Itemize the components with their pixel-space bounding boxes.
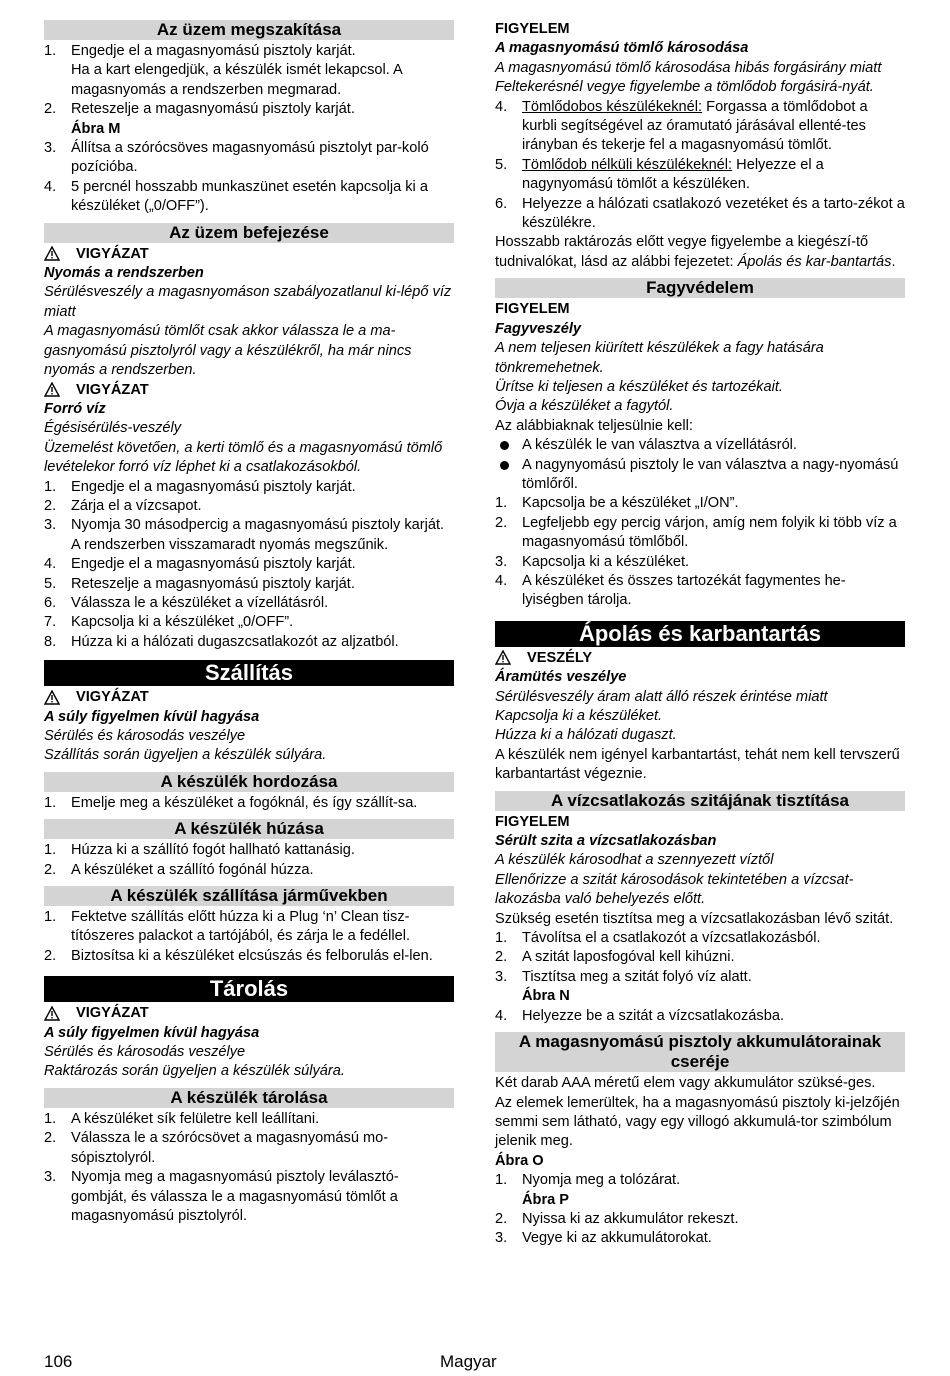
notice-text: Ürítse ki teljesen a készüléket és tartozékait. — [495, 378, 783, 395]
bullet-icon — [495, 436, 522, 455]
notice-text: Feltekerésnél vegye figyelembe a tömlődob forgásirá-nyát. — [495, 79, 874, 96]
figure-reference: Ábra M — [71, 120, 121, 137]
warning-triangle-icon — [44, 382, 66, 398]
list-item: 2. Biztosítsa ki a készüléket elcsúszás és felborulás el-len. — [44, 947, 433, 964]
warning-heading: Forró víz — [44, 400, 106, 417]
list-item-note: A rendszerben visszamaradt nyomás megszűnik. — [71, 536, 389, 553]
section-heading-carrying: A készülék hordozása — [44, 772, 454, 792]
paragraph: Szükség esetén tisztítsa meg a vízcsatlakozásban lévő szitát. — [495, 910, 894, 927]
list-item: 1. Kapcsolja be a készüléket „I/ON”. — [495, 495, 739, 512]
list-item: 3. Nyomja 30 másodpercig a magasnyomású pisztoly karját. — [44, 517, 445, 534]
list-item: 1. A készüléket sík felületre kell leállítani. — [44, 1110, 320, 1127]
notice-heading: Fagyveszély — [495, 320, 581, 337]
caution-label: VIGYÁZAT — [44, 245, 454, 264]
list-item: 1. Távolítsa el a csatlakozót a vízcsatlakozásból. — [495, 930, 821, 947]
list-item: 3. Állítsa a szórócsöves magasnyomású pisztolyt par-koló pozícióba. — [44, 140, 429, 176]
list-item: 1. Engedje el a magasnyomású pisztoly karját. — [44, 43, 356, 59]
chapter-heading-storage: Tárolás — [44, 976, 454, 1002]
list-item: 4. Engedje el a magasnyomású pisztoly karját. — [44, 556, 356, 573]
danger-label: VESZÉLY — [495, 649, 905, 668]
list-item: 4. Helyezze be a szitát a vízcsatlakozásba. — [495, 1007, 785, 1024]
list-item: 8. Húzza ki a hálózati dugaszcsatlakozót az aljzatból. — [44, 633, 399, 650]
list-item: 1. Emelje meg a készüléket a fogóknál, és így szállít-sa. — [44, 794, 418, 811]
section-heading-frost-protection: Fagyvédelem — [495, 278, 905, 298]
bullet-item: A készülék le van választva a vízellátásról. — [495, 436, 905, 455]
warning-heading: Nyomás a rendszerben — [44, 265, 204, 282]
warning-heading: A súly figyelmen kívül hagyása — [44, 1024, 260, 1041]
paragraph: A készülék nem igényel karbantartást, tehát nem kell tervszerű karbantartást végeznie. — [495, 746, 900, 783]
list-item: 2. A készüléket a szállító fogónál húzza. — [44, 861, 314, 878]
list-item: 3. Kapcsolja ki a készüléket. — [495, 553, 690, 570]
page-number: 106 — [44, 1352, 73, 1371]
chapter-heading-maintenance: Ápolás és karbantartás — [495, 621, 905, 647]
caution-label: VIGYÁZAT — [44, 1004, 454, 1023]
notice-text: Ellenőrizze a szitát károsodások tekintetében a vízcsat-lakozásba való behelyezés előtt. — [495, 871, 854, 908]
warning-heading: Áramütés veszélye — [495, 669, 627, 686]
warning-text: Sérülés és károsodás veszélye — [44, 1044, 246, 1061]
notice-heading: A magasnyomású tömlő károsodása — [495, 40, 749, 57]
notice-text: A magasnyomású tömlő károsodása hibás forgásirány miatt — [495, 59, 882, 76]
list-item: 2. Legfeljebb egy percig várjon, amíg nem folyik ki több víz a magasnyomású tömlőből. — [495, 514, 897, 551]
list-item: 1. Engedje el a magasnyomású pisztoly karját. — [44, 478, 356, 495]
bullet-item: A nagynyomású pisztoly le van választva a nagy-nyomású tömlőről. — [495, 456, 905, 495]
bullet-icon — [495, 456, 522, 495]
figure-reference: Ábra O — [495, 1152, 544, 1169]
notice-label: FIGYELEM — [495, 21, 570, 37]
list-item: 1. Húzza ki a szállító fogót hallható kattanásig. — [44, 842, 355, 859]
warning-triangle-icon — [44, 246, 66, 262]
list-item: 2. Válassza le a szórócsövet a magasnyomású mo-sópisztolyról. — [44, 1130, 389, 1166]
warning-triangle-icon — [44, 690, 66, 706]
warning-text: Sérülés és károsodás veszélye — [44, 728, 246, 744]
warning-heading: A súly figyelmen kívül hagyása — [44, 708, 260, 725]
list-item: 2. Zárja el a vízcsapot. — [44, 497, 202, 514]
warning-text: Üzemelést követően, a kerti tömlő és a magasnyomású tömlő levételekor forró víz léphet ki a csatlakozásokból. — [44, 439, 443, 476]
paragraph: Két darab AAA méretű elem vagy akkumulátor szüksé-ges. — [495, 1075, 876, 1092]
section-heading-sieve-cleaning: A vízcsatlakozás szitájának tisztítása — [495, 791, 905, 811]
list-item: 4. A készüléket és összes tartozékát fagymentes he-lyiségben tárolja. — [495, 572, 846, 609]
list-item: 1. Fektetve szállítás előtt húzza ki a Plug ‘n’ Clean tisz-títószeres palackot a tartójából, és zárja le a fedéllel. — [44, 909, 411, 945]
section-heading-device-storage: A készülék tárolása — [44, 1088, 454, 1108]
caution-label: VIGYÁZAT — [44, 688, 454, 707]
list-item: 6. Válassza le a készüléket a vízellátásról. — [44, 594, 329, 611]
list-item: 6. Helyezze a hálózati csatlakozó vezetéket és a tarto-zékot a készülékre. — [495, 195, 905, 232]
figure-reference: Ábra P — [522, 1191, 570, 1208]
paragraph: Az elemek lemerültek, ha a magasnyomású pisztoly ki-jelzőjén semmi sem látható, vagy egy villogó akkumulá-tor szimbólum jelenik meg. — [495, 1094, 900, 1150]
list-item: 3. Nyomja meg a magasnyomású pisztoly leválasztó-gombját, és válassza le a magasnyomású tömlőt a magasnyomású pisztolyról. — [44, 1169, 399, 1224]
left-column — [44, 20, 454, 1226]
section-heading-pulling: A készülék húzása — [44, 819, 454, 839]
notice-text: A készülék károsodhat a szennyezett víztől — [495, 852, 774, 869]
warning-text: Kapcsolja ki a készüléket. — [495, 708, 663, 724]
chapter-heading-transport: Szállítás — [44, 660, 454, 686]
list-item: 5. Reteszelje a magasnyomású pisztoly karját. — [44, 575, 355, 592]
list-item: 2. Nyissa ki az akkumulátor rekeszt. — [495, 1210, 739, 1227]
section-heading-operation-interrupt: Az üzem megszakítása — [44, 20, 454, 40]
list-item: 1. Nyomja meg a tolózárat. — [495, 1172, 681, 1189]
warning-triangle-icon — [44, 1006, 66, 1022]
list-item-note: Ha a kart elengedjük, a készülék ismét lekapcsol. A magasnyomás a rendszerben megmarad. — [71, 62, 402, 98]
caution-label: VIGYÁZAT — [44, 381, 454, 400]
figure-reference: Ábra N — [522, 988, 570, 1005]
warning-text: A magasnyomású tömlőt csak akkor válassza le a ma-gasnyomású pisztolyról vagy a készülékről, ha már nincs nyomás a rendszerben. — [44, 323, 412, 379]
notice-text: A nem teljesen kiürített készülékek a fagy hatására tönkremehetnek. — [495, 340, 824, 376]
list-item: 4. Tömlődobos készülékeknél: Forgassa a tömlődobot a kurbli segítségével az óramutató járásával ellenté-tes irányban és tekerje fel a magasnyomású tömlőt. — [495, 98, 868, 154]
notice-text: Óvja a készüléket a fagytól. — [495, 398, 674, 415]
paragraph: Hosszabb raktározás előtt vegye figyelembe a kiegészí-tő tudnivalókat, lásd az alábbi fejezetet: Ápolás és kar-bantartás. — [495, 234, 896, 270]
list-item: 7. Kapcsolja ki a készüléket „0/OFF”. — [44, 614, 294, 631]
list-item: 3. Tisztítsa meg a szitát folyó víz alatt. — [495, 968, 752, 985]
cross-reference: Ápolás és kar-bantartás — [737, 253, 892, 270]
section-heading-operation-end: Az üzem befejezése — [44, 223, 454, 243]
warning-text: Szállítás során ügyeljen a készülék súlyára. — [44, 747, 327, 764]
list-item: 5. Tömlődob nélküli készülékeknél: Helyezze el a nagynyomású tömlőt a készüléken. — [495, 156, 824, 193]
notice-label: FIGYELEM — [495, 301, 570, 318]
warning-triangle-icon — [495, 650, 517, 666]
list-item: 3. Vegye ki az akkumulátorokat. — [495, 1230, 712, 1247]
notice-heading: Sérült szita a vízcsatlakozásban — [495, 833, 717, 850]
warning-text: Húzza ki a hálózati dugaszt. — [495, 727, 677, 744]
right-column — [495, 20, 905, 1249]
warning-text: Égésisérülés-veszély — [44, 420, 182, 437]
paragraph: Az alábbiaknak teljesülnie kell: — [495, 417, 693, 434]
warning-text: Sérülésveszély áram alatt álló részek érintése miatt — [495, 688, 828, 705]
section-heading-battery-replacement: A magasnyomású pisztoly akkumulátorainak cseréje — [495, 1032, 905, 1072]
language-label: Magyar — [440, 1352, 497, 1371]
list-item: 2. A szitát laposfogóval kell kihúzni. — [495, 949, 735, 966]
warning-text: Raktározás során ügyeljen a készülék súlyára. — [44, 1063, 345, 1080]
list-item: 4. 5 percnél hosszabb munkaszünet esetén kapcsolja ki a készüléket („0/OFF”). — [44, 178, 428, 215]
notice-label: FIGYELEM — [495, 813, 570, 830]
section-heading-vehicle-transport: A készülék szállítása járművekben — [44, 886, 454, 906]
list-item: 2. Reteszelje a magasnyomású pisztoly karját. — [44, 101, 355, 118]
warning-text: Sérülésveszély a magasnyomáson szabályozatlanul ki-lépő víz miatt — [44, 284, 452, 320]
